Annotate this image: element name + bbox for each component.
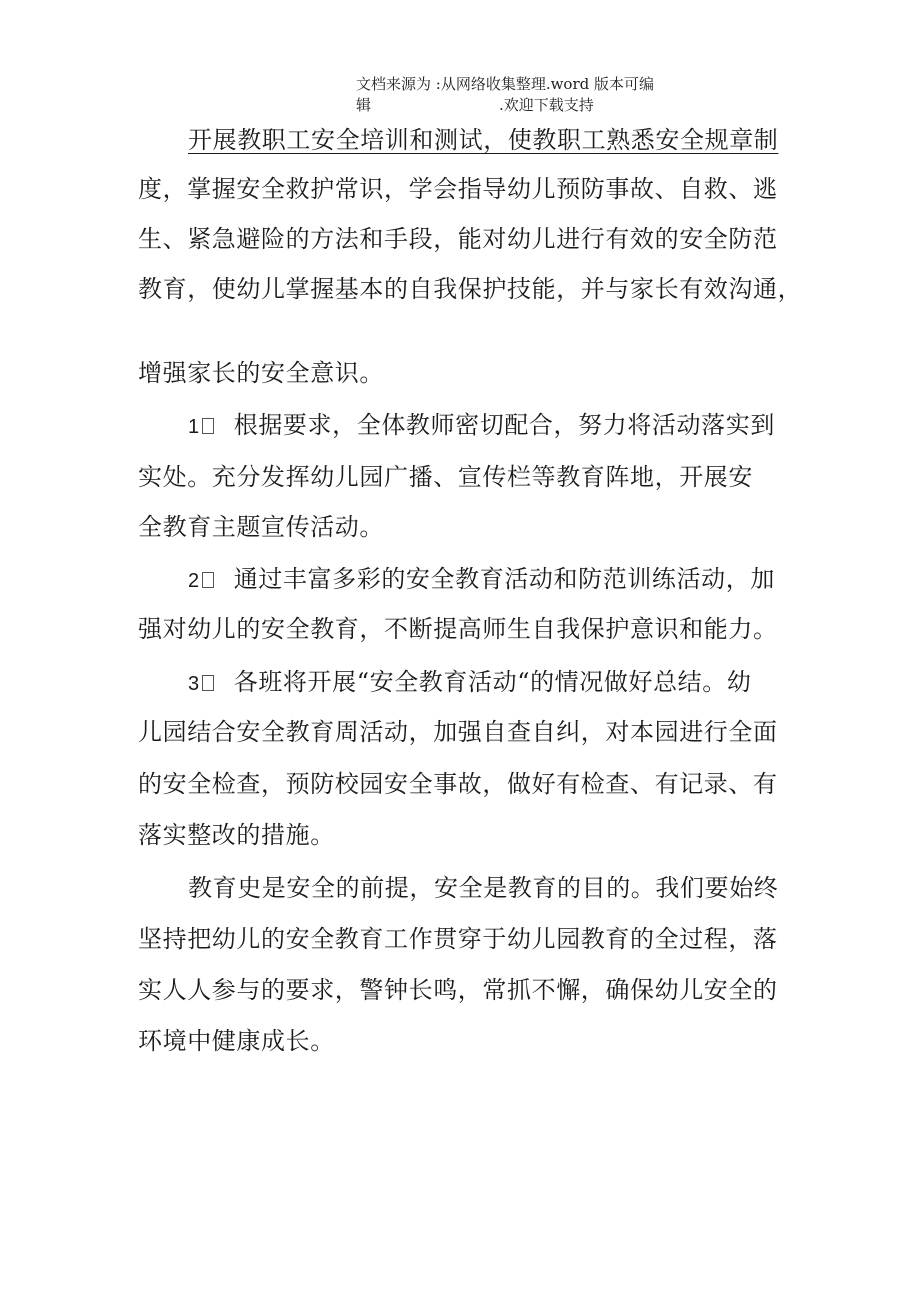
missing-glyph-box-icon bbox=[202, 572, 214, 588]
list-item-3 bbox=[188, 667, 751, 699]
list-item-1 bbox=[188, 410, 775, 442]
paragraph-line: 生、紧急避险的方法和手段，能对幼儿进行有效的安全防范 bbox=[138, 225, 778, 253]
paragraph-line: 的安全检查，预防校园安全事故，做好有检查、有记录、有 bbox=[138, 770, 778, 798]
list-item-2 bbox=[188, 564, 775, 596]
list-item-text: 通过丰富多彩的安全教育活动和防范训练活动，加 bbox=[233, 565, 775, 593]
list-item-text: 各班将开展“安全教育活动“的情况做好总结。幼 bbox=[233, 668, 752, 696]
list-number: 2 bbox=[188, 570, 200, 592]
list-item-text: 根据要求，全体教师密切配合，努力将活动落实到 bbox=[233, 411, 775, 439]
list-number: 3 bbox=[188, 673, 200, 695]
missing-glyph-box-icon bbox=[202, 418, 214, 434]
paragraph-line: 实人人参与的要求，警钟长鸣，常抓不懈，确保幼儿安全的 bbox=[138, 976, 778, 1004]
source-note-line-2b: .欢迎下载支持 bbox=[499, 96, 594, 114]
paragraph-line: 教育史是安全的前提，安全是教育的目的。我们要始终 bbox=[188, 874, 779, 902]
source-note-line-1: 文档来源为 :从网络收集整理.word 版本可编 bbox=[356, 75, 655, 93]
list-number: 1 bbox=[188, 416, 200, 438]
paragraph-line: 儿园结合安全教育周活动，加强自查自纠，对本园进行全面 bbox=[138, 718, 778, 746]
paragraph-line: 坚持把幼儿的安全教育工作贯穿于幼儿园教育的全过程，落 bbox=[138, 925, 778, 953]
paragraph-line: 环境中健康成长。 bbox=[138, 1027, 335, 1055]
source-note-line-2a: 辑 bbox=[356, 96, 372, 114]
paragraph-line: 开展教职工安全培训和测试，使教职工熟悉安全规章制 bbox=[188, 126, 779, 154]
paragraph-line: 强对幼儿的安全教育，不断提高师生自我保护意识和能力。 bbox=[138, 615, 778, 643]
source-note-header bbox=[356, 74, 654, 116]
paragraph-line: 实处。充分发挥幼儿园广播、宣传栏等教育阵地，开展安 bbox=[138, 463, 753, 491]
missing-glyph-box-icon bbox=[202, 675, 214, 691]
paragraph-line: 度，掌握安全救护常识，学会指导幼儿预防事故、自救、逃 bbox=[138, 175, 778, 203]
paragraph-line: 全教育主题宣传活动。 bbox=[138, 513, 384, 541]
source-note-line-2 bbox=[356, 95, 654, 116]
paragraph-line: 教育，使幼儿掌握基本的自我保护技能，并与家长有效沟通， bbox=[138, 275, 803, 303]
paragraph-line: 落实整改的措施。 bbox=[138, 821, 335, 849]
paragraph-line: 增强家长的安全意识。 bbox=[138, 359, 384, 387]
